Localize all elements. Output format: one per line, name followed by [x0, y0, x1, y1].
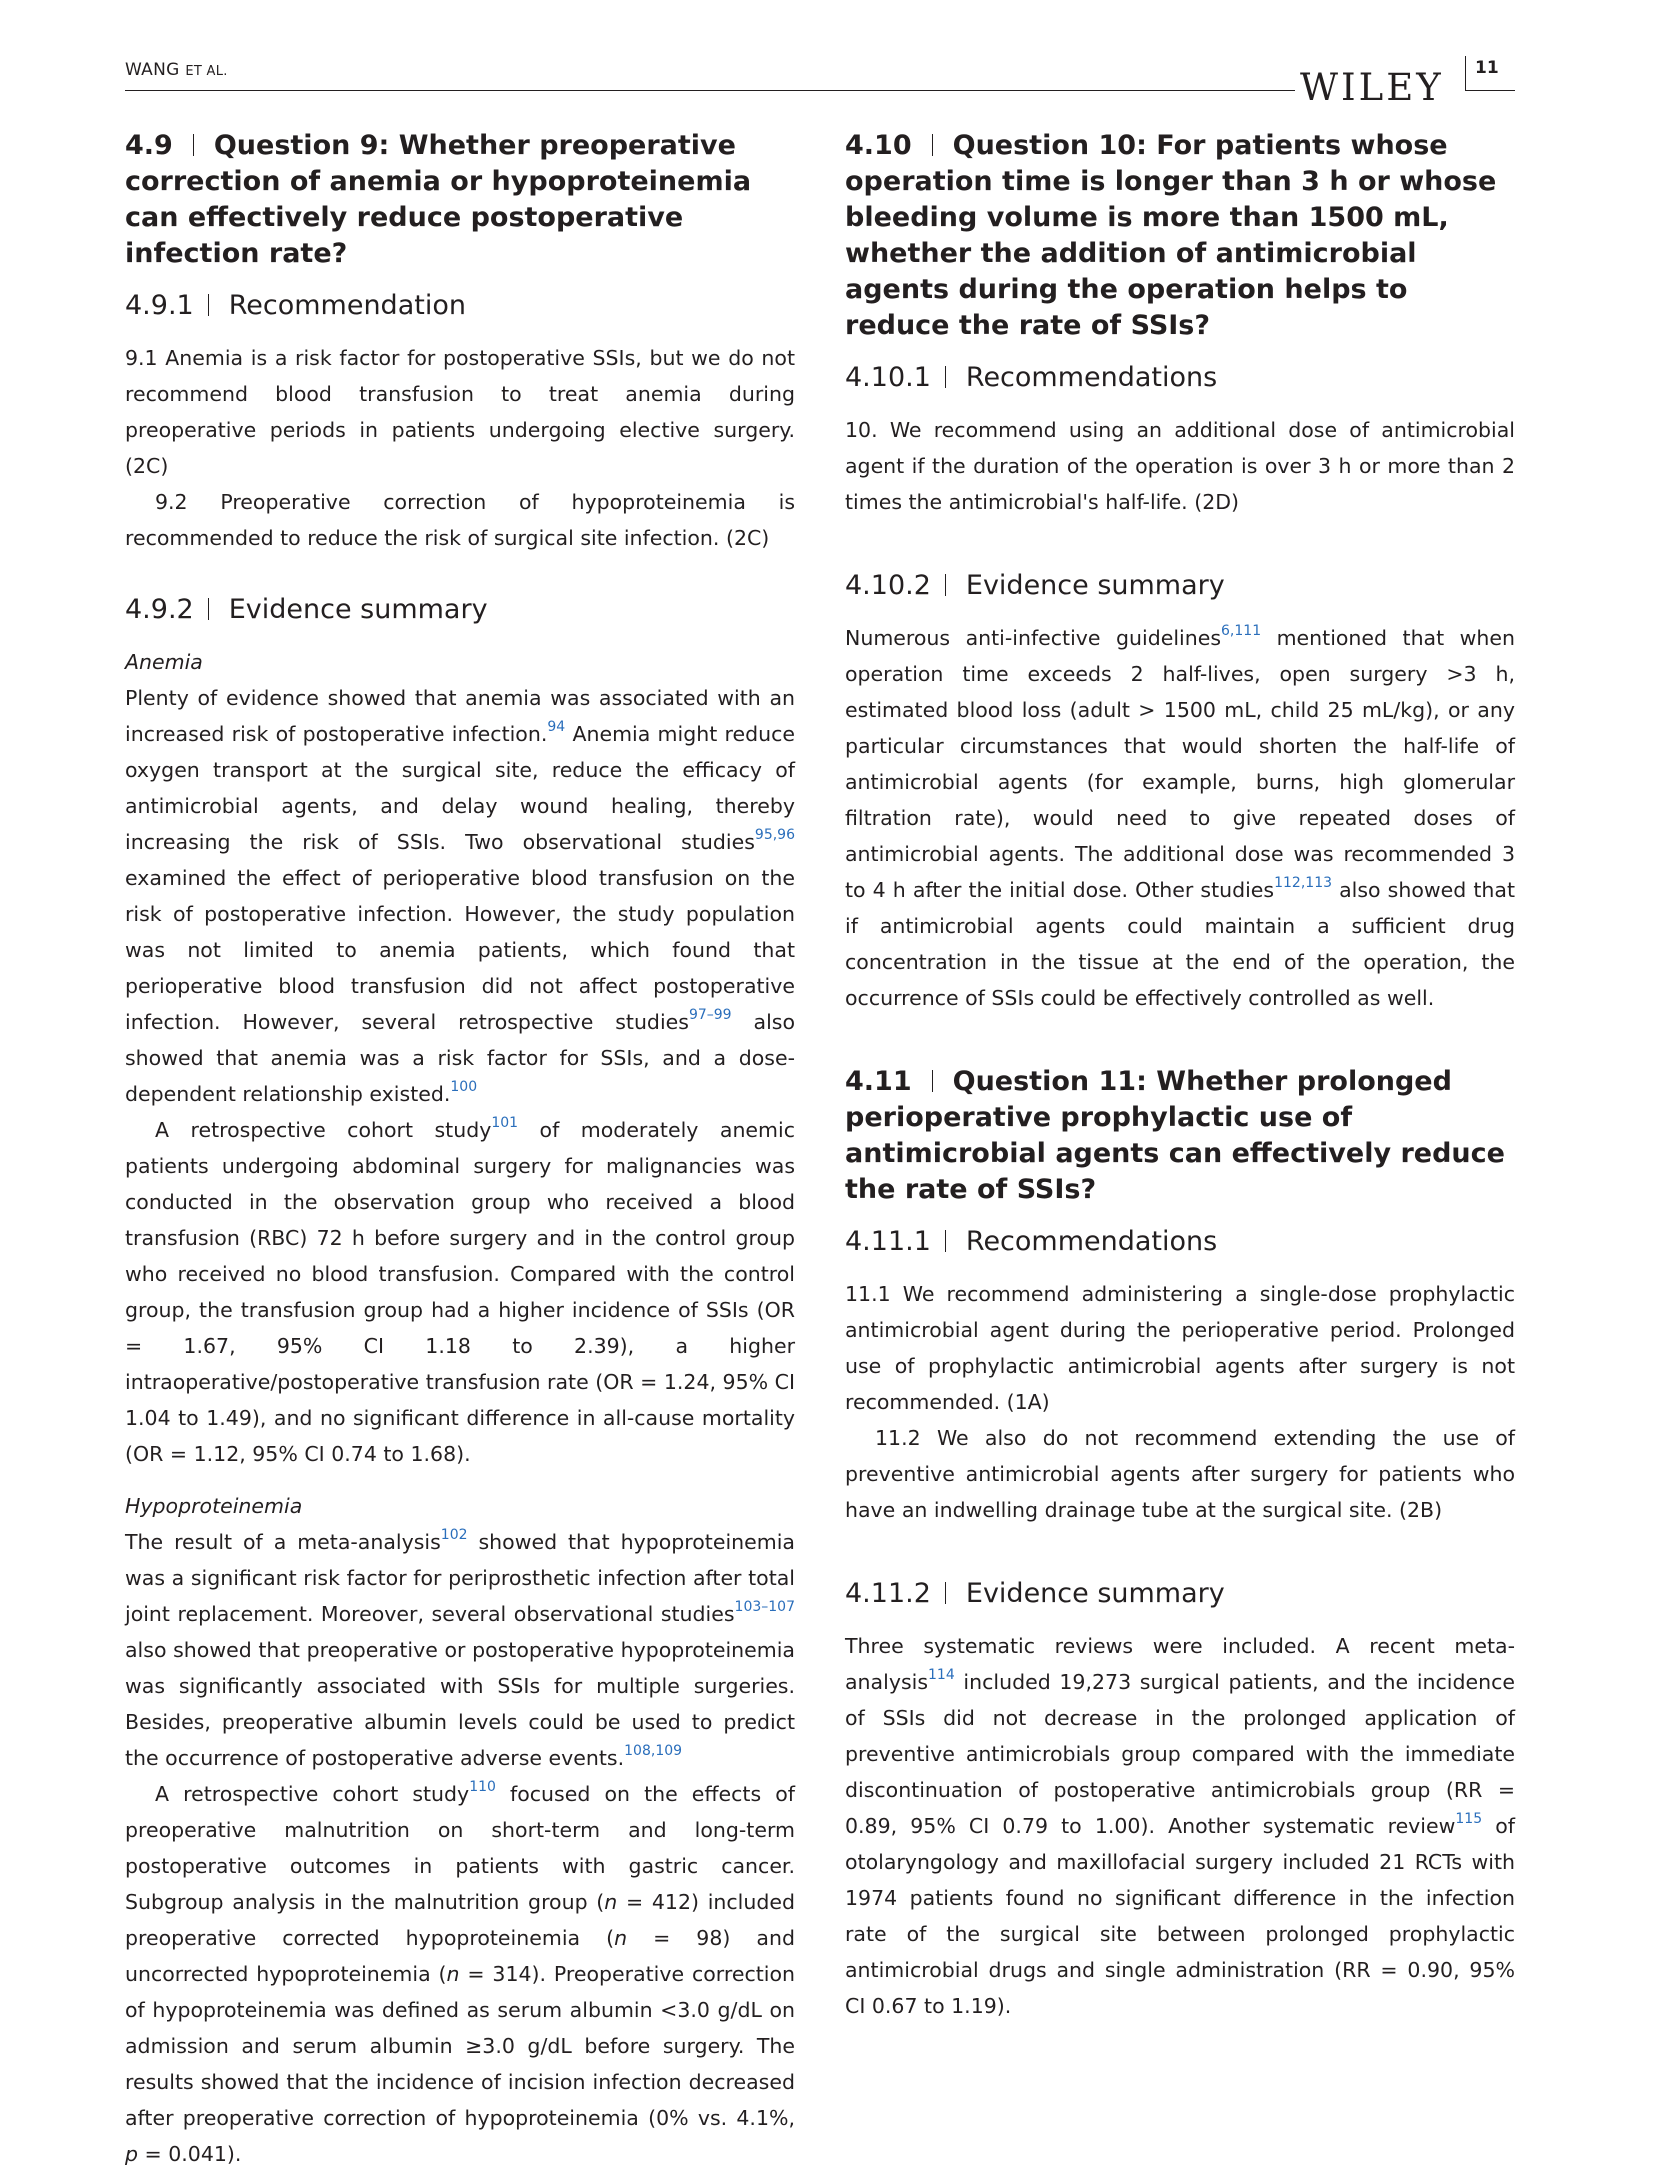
text-run: examined the effect of perioperative blood transfusion on the risk of postoperative infection. However, the study population was not limited to anemia patients, which found that perioperative blood transfusion did not affect postoperative infection. However, several retrospective studies [125, 866, 795, 1034]
subsection-number: 4.10.2 [845, 570, 931, 601]
text-run: Three systematic reviews were included. A recent meta-analysis [845, 1634, 1515, 1694]
section-number: 4.11 [845, 1066, 912, 1097]
subsection-heading-4-10-1 [845, 360, 1515, 396]
section-title: Question 10: For patients whose operation time is longer than 3 h or whose bleeding volume is more than 1500 mL, whether the addition of antimicrobial agents during the operation helps to reduce the rate of SSIs? [845, 130, 1497, 341]
publisher-logo: WILEY [1300, 66, 1444, 109]
left-column [125, 128, 795, 2172]
citation-link[interactable]: 97–99 [688, 1007, 732, 1024]
citation-link[interactable]: 94 [547, 719, 566, 736]
anemia-paragraph [125, 680, 795, 1112]
subsection-title: Evidence summary [965, 1578, 1225, 1609]
text-run: = 314). Preoperative correction of hypoproteinemia was defined as serum albumin <3.0 g/dL on admission and serum albumin ≥3.0 g/dL before surgery. The results showed that the incidence of incision infection decreased after preoperative correction of hypoproteinemia (0% vs. 4.1%, [125, 1962, 795, 2130]
page-number-divider [1465, 56, 1466, 90]
heading-divider [945, 574, 946, 596]
citation-link[interactable]: 6,111 [1221, 623, 1262, 640]
heading-divider [945, 1582, 946, 1604]
anemia-subheading: Anemia [125, 650, 203, 674]
citation-link[interactable]: 110 [469, 1779, 496, 1796]
text-run: n [604, 1890, 618, 1914]
text-run: also showed that if antimicrobial agents could maintain a sufficient drug concentration in the tissue at the end of the operation, the occurrence of SSIs could be effectively controlled as well. [845, 878, 1515, 1010]
heading-divider [208, 598, 209, 620]
page-header [125, 56, 1515, 109]
text-run: of otolaryngology and maxillofacial surgery included 21 RCTs with 1974 patients found no significant difference in the infection rate of the surgical site between prolonged prophylactic antimicrobial drugs and single administration (RR = 0.90, 95% CI 0.67 to 1.19). [845, 1814, 1515, 2018]
heading-divider [945, 1230, 946, 1252]
recommendation-9-1: 9.1 Anemia is a risk factor for postoperative SSIs, but we do not recommend blood transfusion to treat anemia during preoperative periods in patients undergoing elective surgery. (2C) [125, 346, 795, 478]
heading-divider [208, 294, 209, 316]
section-heading-4-10 [845, 128, 1515, 344]
header-rule [125, 90, 1295, 91]
text-run: Plenty of evidence showed that anemia was associated with an increased risk of postoperative infection. [125, 686, 795, 746]
et-al: ET AL. [185, 64, 228, 79]
citation-link[interactable]: 95,96 [754, 827, 795, 844]
subsection-number: 4.9.1 [125, 290, 194, 321]
heading-divider [945, 366, 946, 388]
section-number: 4.9 [125, 130, 173, 161]
section-title: Question 9: Whether preoperative correction of anemia or hypoproteinemia can effectively reduce postoperative infection rate? [125, 130, 752, 269]
subsection-heading-4-9-2 [125, 592, 795, 628]
section-heading-4-11 [845, 1064, 1515, 1208]
subsection-title: Recommendations [965, 1226, 1218, 1257]
text-run: A retrospective cohort study [155, 1782, 470, 1806]
subsection-heading-4-10-2 [845, 568, 1515, 604]
text-run: = 412) included preoperative corrected hypoproteinemia ( [125, 1890, 795, 1950]
subsection-title: Recommendation [228, 290, 466, 321]
subsection-title: Evidence summary [228, 594, 488, 625]
text-run: = 0.041). [138, 2142, 242, 2166]
citation-link[interactable]: 114 [928, 1667, 955, 1684]
section-heading-4-9 [125, 128, 795, 272]
text-run: = 98) and uncorrected hypoproteinemia ( [125, 1926, 795, 1986]
text-run: of moderately anemic patients undergoing abdominal surgery for malignancies was conducted in the observation group who received a blood transfusion (RBC) 72 h before surgery and in the control group who received no blood transfusion. Compared with the control group, the transfusion group had a higher incidence of SSIs (OR = 1.67, 95% CI 1.18 to 2.39), a higher intraoperative/postoperative transfusion rate (OR = 1.24, 95% CI 1.04 to 1.49), and no significant difference in all-cause mortality (OR = 1.12, 95% CI 0.74 to 1.68). [125, 1118, 795, 1466]
subsection-heading-4-9-1 [125, 288, 795, 324]
evidence-11-paragraph [845, 1628, 1515, 2024]
subsection-number: 4.11.1 [845, 1226, 931, 1257]
text-run: n [446, 1962, 460, 1986]
text-run: The result of a meta-analysis [125, 1530, 441, 1554]
cohort-paragraph [125, 1112, 795, 1472]
section-title: Question 11: Whether prolonged perioperative prophylactic use of antimicrobial agents can effectively reduce the rate of SSIs? [845, 1066, 1505, 1205]
citation-link[interactable]: 112,113 [1274, 875, 1333, 892]
recommendation-10: 10. We recommend using an additional dose of antimicrobial agent if the duration of the operation is over 3 h or more than 2 times the antimicrobial's half-life. (2D) [845, 418, 1515, 514]
subsection-number: 4.10.1 [845, 362, 931, 393]
text-run: A retrospective cohort study [155, 1118, 492, 1142]
text-run: mentioned that when operation time exceeds 2 half-lives, open surgery >3 h, estimated blood loss (adult > 1500 mL, child 25 mL/kg), or any particular circumstances that would shorten the half-life of antimicrobial agents (for example, burns, high glomerular filtration rate), would need to give repeated doses of antimicrobial agents. The additional dose was recommended 3 to 4 h after the initial dose. Other studies [845, 626, 1515, 902]
heading-divider [193, 134, 194, 156]
cohort2-paragraph [125, 1776, 795, 2172]
text-run: p [125, 2142, 139, 2166]
text-run: n [614, 1926, 628, 1950]
heading-divider [932, 1070, 933, 1092]
citation-link[interactable]: 108,109 [624, 1743, 683, 1760]
citation-link[interactable]: 100 [450, 1079, 478, 1096]
hypoproteinemia-paragraph [125, 1524, 795, 1776]
recommendation-9-2: 9.2 Preoperative correction of hypoproteinemia is recommended to reduce the risk of surgical site infection. (2C) [125, 490, 795, 550]
subsection-heading-4-11-2 [845, 1576, 1515, 1612]
subsection-number: 4.9.2 [125, 594, 194, 625]
citation-link[interactable]: 102 [440, 1527, 468, 1544]
text-run: included 19,273 surgical patients, and the incidence of SSIs did not decrease in the prolonged application of preventive antimicrobials group compared with the immediate discontinuation of postoperative antimicrobials group (RR = 0.89, 95% CI 0.79 to 1.00). Another systematic review [845, 1670, 1515, 1838]
subsection-number: 4.11.2 [845, 1578, 931, 1609]
subsection-title: Recommendations [965, 362, 1218, 393]
page-number: 11 [1475, 58, 1499, 78]
hypoproteinemia-subheading: Hypoproteinemia [125, 1494, 303, 1518]
heading-divider [932, 134, 933, 156]
citation-link[interactable]: 103–107 [734, 1599, 795, 1616]
text-run: showed that hypoproteinemia was a significant risk factor for periprosthetic infection after total joint replacement. Moreover, several observational studies [125, 1530, 795, 1626]
text-run: also showed that anemia was a risk factor for SSIs, and a dose-dependent relationship existed. [125, 1010, 795, 1106]
text-run: Numerous anti-infective guidelines [845, 626, 1222, 650]
text-run: focused on the effects of preoperative malnutrition on short-term and long-term postoperative outcomes in patients with gastric cancer. Subgroup analysis in the malnutrition group ( [125, 1782, 795, 1914]
evidence-10-paragraph [845, 620, 1515, 1016]
text-run: also showed that preoperative or postoperative hypoproteinemia was significantly associated with SSIs for multiple surgeries. Besides, preoperative albumin levels could be used to predict the occurrence of postoperative adverse events. [125, 1638, 795, 1770]
subsection-heading-4-11-1 [845, 1224, 1515, 1260]
citation-link[interactable]: 115 [1455, 1811, 1483, 1828]
text-run: WANG [125, 60, 180, 80]
text-run: Anemia might reduce oxygen transport at the surgical site, reduce the efficacy of antimicrobial agents, and delay wound healing, thereby increasing the risk of SSIs. Two observational studies [125, 722, 795, 854]
recommendation-11-2: 11.2 We also do not recommend extending the use of preventive antimicrobial agents after surgery for patients who have an indwelling drainage tube at the surgical site. (2B) [845, 1426, 1515, 1522]
right-column [845, 128, 1515, 2024]
citation-link[interactable]: 101 [491, 1115, 519, 1132]
recommendation-11-1: 11.1 We recommend administering a single-dose prophylactic antimicrobial agent during the perioperative period. Prolonged use of prophylactic antimicrobial agents after surgery is not recommended. (1A) [845, 1282, 1515, 1414]
section-number: 4.10 [845, 130, 912, 161]
subsection-title: Evidence summary [965, 570, 1225, 601]
running-head [125, 60, 228, 80]
page-number-rule [1465, 90, 1515, 91]
